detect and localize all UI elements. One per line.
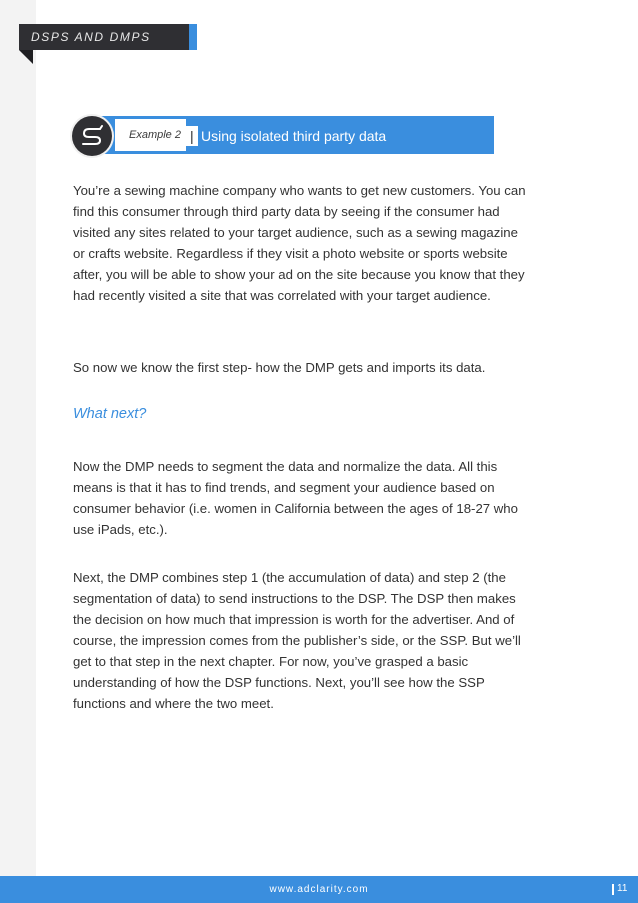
example-separator: | xyxy=(186,126,198,146)
footer-url: www.adclarity.com xyxy=(269,884,369,895)
example-title: Using isolated third party data xyxy=(201,128,387,144)
section-tab-accent xyxy=(189,24,197,50)
s-logo-icon xyxy=(72,116,112,156)
paragraph-3: Now the DMP needs to segment the data and normalize the data. All this means is that it has to find trends, and segment your audience based on consumer behavior (i.e. women in California between the ages of 18-27 who use iPads, etc.). xyxy=(73,459,518,537)
paragraph-1: You’re a sewing machine company who wants to get new customers. You can find this consumer through third party data by seeing if the consumer had visited any sites related to your target audience, such as a sewing magazine or crafts website. Regardless if they visit a photo website or sports website after, you will be able to show your ad on the site because you know that they had recently visited a site that was correlated with your target audience. xyxy=(73,183,526,303)
section-heading: What next? xyxy=(73,406,147,422)
page-number: 11 xyxy=(617,883,628,894)
section-tab-fold xyxy=(19,50,33,64)
paragraph-2: So now we know the first step- how the DMP gets and imports its data. xyxy=(73,360,486,375)
paragraph-4: Next, the DMP combines step 1 (the accumulation of data) and step 2 (the segmentation of data) to send instructions to the DSP. The DSP then makes the decision on how much that impression is worth for the advertiser. And of course, the impression comes from the publisher’s side, or the SSP. But we’ll get to that step in the next chapter. For now, you’ve grasped a basic understanding of how the DSP functions. Next, you’ll see how the SSP functions and where the two meet. xyxy=(73,570,521,711)
example-label: Example 2 xyxy=(129,129,181,141)
footer-divider xyxy=(612,884,614,895)
left-margin-strip xyxy=(0,0,36,903)
section-title: DSPS AND DMPS xyxy=(31,30,151,44)
